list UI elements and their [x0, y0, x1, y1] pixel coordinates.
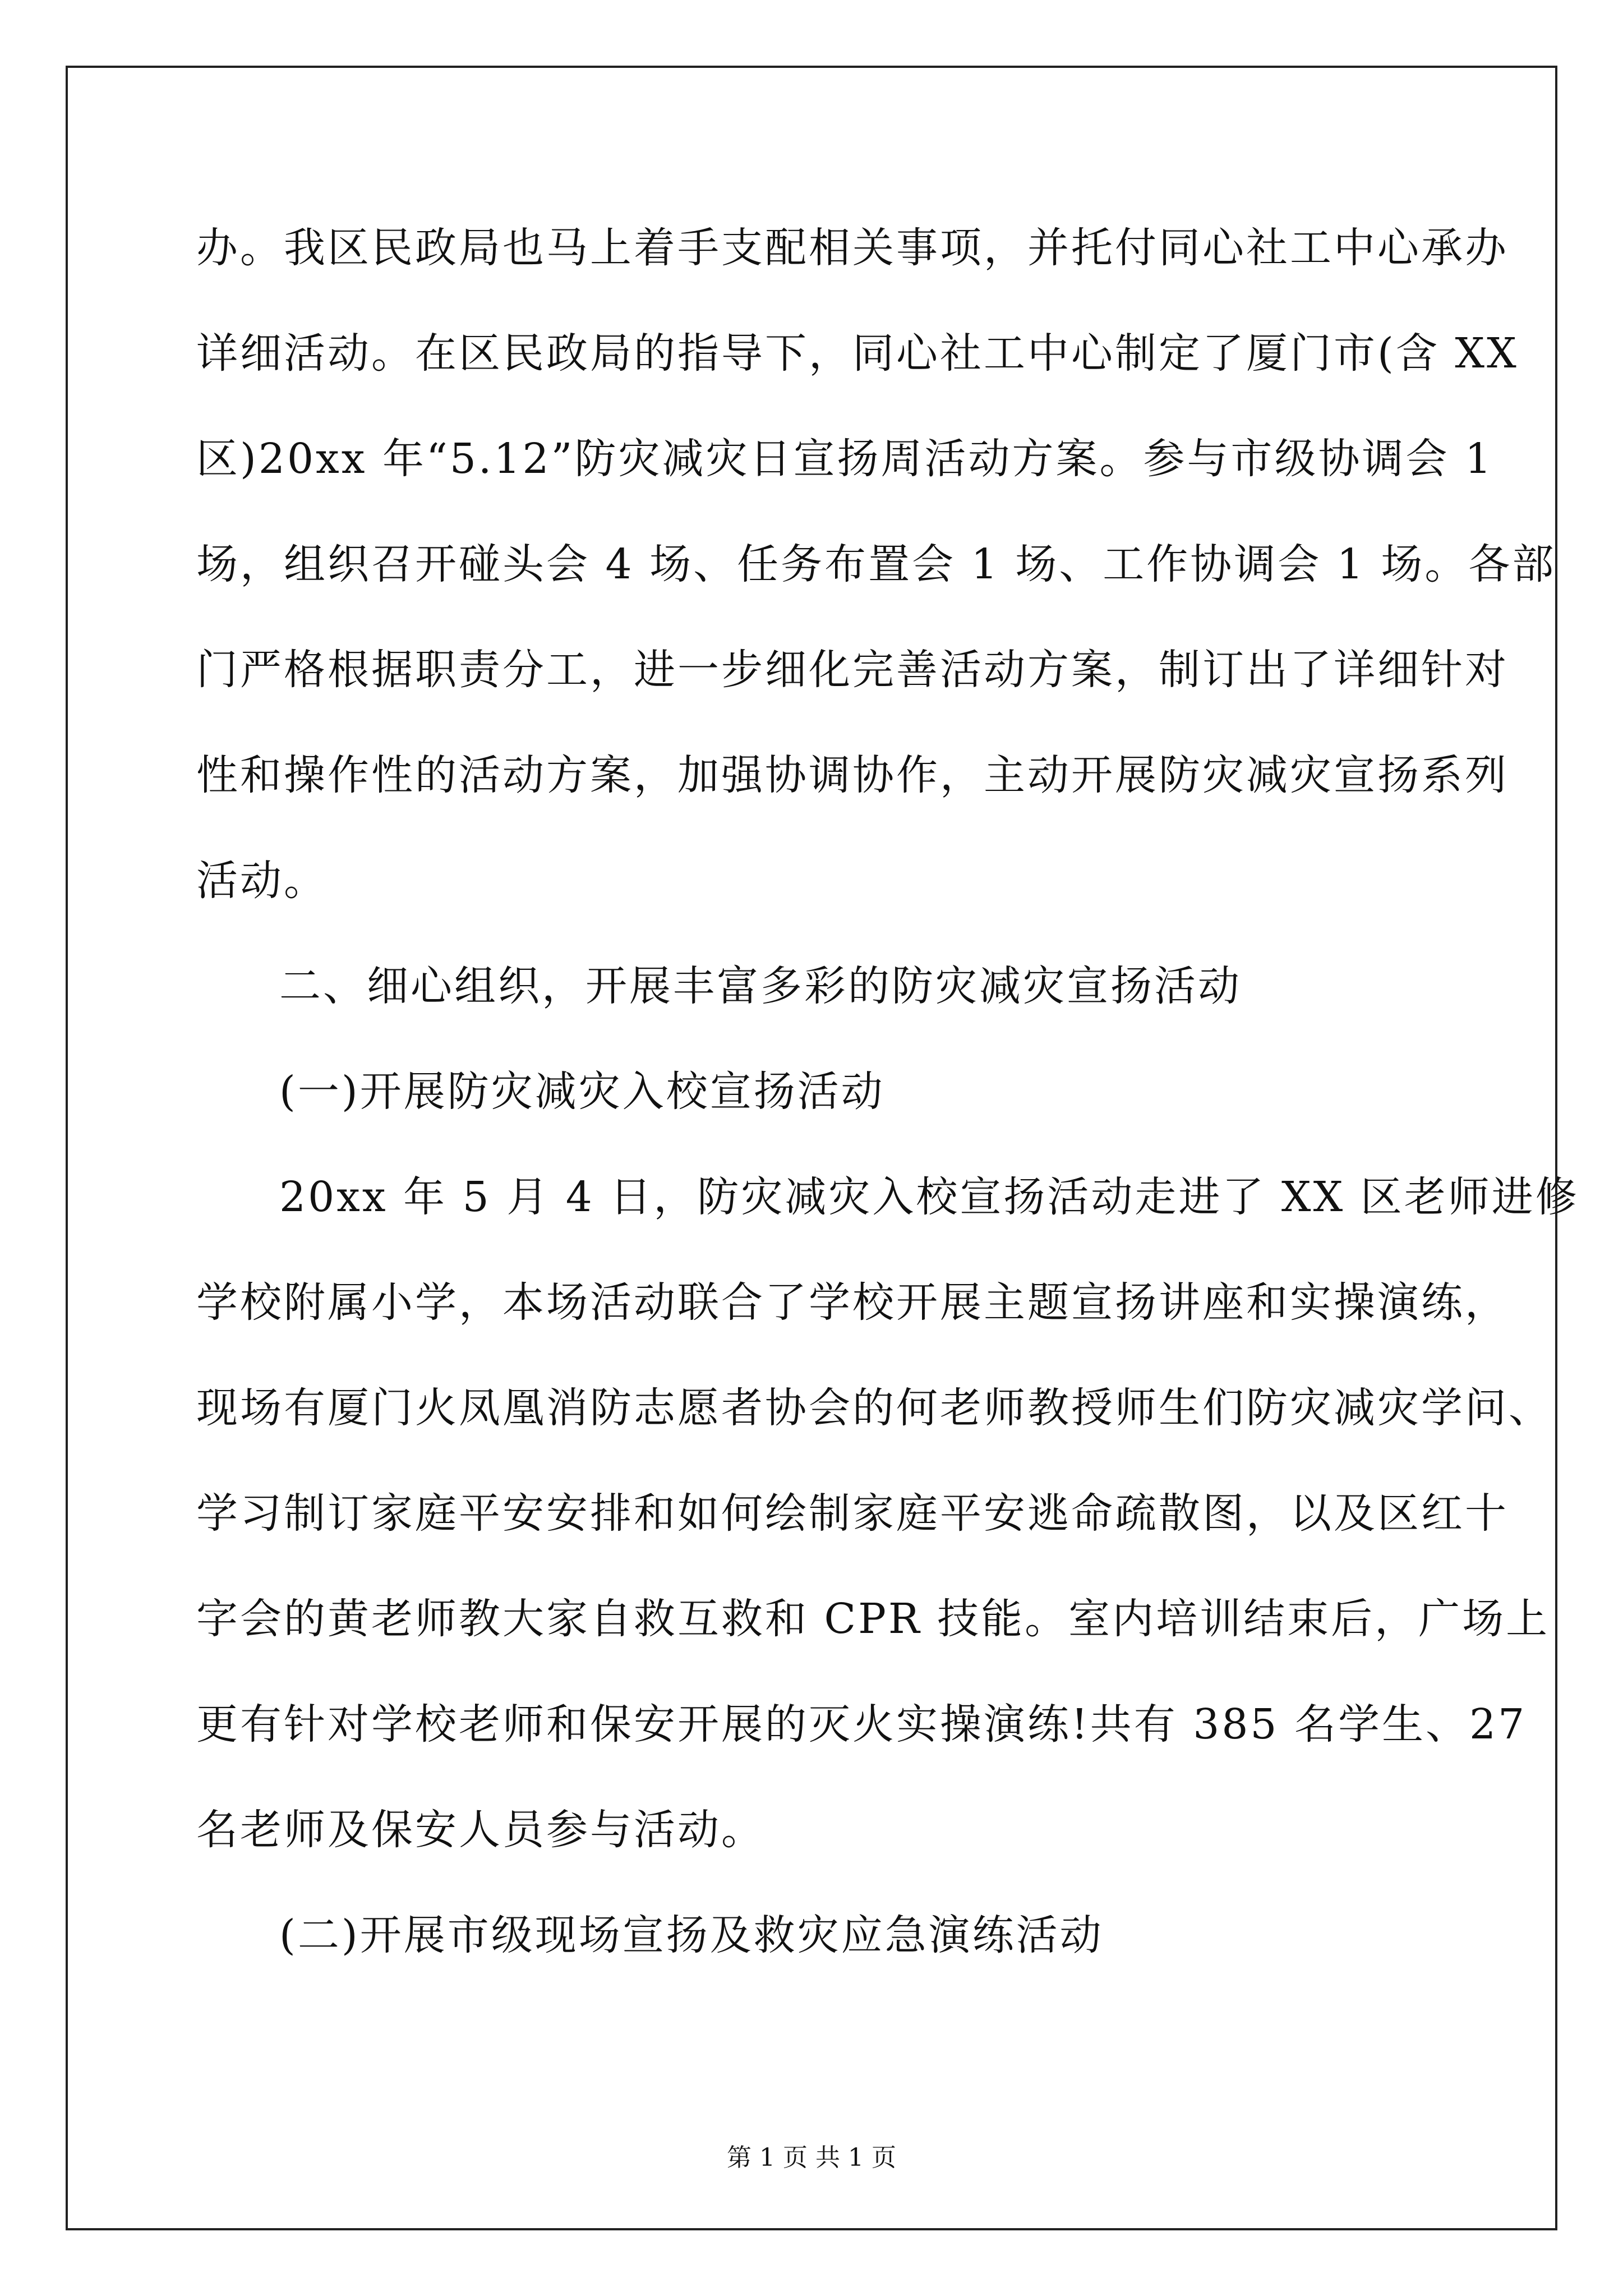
- text-line: 区)20xx 年“5.12”防灾减灾日宣扬周活动方案。参与市级协调会 1: [196, 435, 1494, 483]
- text-line: 办。我区民政局也马上着手支配相关事项，并托付同心社工中心承办: [196, 224, 1509, 272]
- section-heading: 二、细心组织，开展丰富多彩的防灾减灾宣扬活动: [279, 962, 1242, 1010]
- page-number: 第 1 页 共 1 页: [727, 2143, 896, 2172]
- text-line: 名老师及保安人员参与活动。: [196, 1806, 765, 1854]
- text-line: 性和操作性的活动方案，加强协调协作，主动开展防灾减灾宣扬系列: [196, 751, 1509, 799]
- text-line: 更有针对学校老师和保安开展的灭火实操演练!共有 385 名学生、27: [196, 1700, 1527, 1749]
- text-line: 活动。: [196, 857, 328, 905]
- subsection-heading: (二)开展市级现场宣扬及救灾应急演练活动: [279, 1911, 1104, 1959]
- text-line: 门严格根据职责分工，进一步细化完善活动方案，制订出了详细针对: [196, 646, 1509, 694]
- text-line: 详细活动。在区民政局的指导下，同心社工中心制定了厦门市(含 XX: [196, 329, 1519, 378]
- text-line: 学校附属小学，本场活动联合了学校开展主题宣扬讲座和实操演练，: [196, 1278, 1509, 1327]
- text-line: 现场有厦门火凤凰消防志愿者协会的何老师教授师生们防灾减灾学问、: [196, 1384, 1552, 1432]
- text-line: 字会的黄老师教大家自救互救和 CPR 技能。室内培训结束后，广场上: [196, 1595, 1550, 1643]
- page-border: [66, 66, 1557, 2230]
- text-line: 场，组织召开碰头会 4 场、任务布置会 1 场、工作协调会 1 场。各部: [196, 540, 1556, 588]
- text-line: 学习制订家庭平安安排和如何绘制家庭平安逃命疏散图，以及区红十: [196, 1489, 1509, 1538]
- text-line: 20xx 年 5 月 4 日，防灾减灾入校宣扬活动走进了 XX 区老师进修: [279, 1173, 1579, 1221]
- subsection-heading: (一)开展防灾减灾入校宣扬活动: [279, 1068, 885, 1116]
